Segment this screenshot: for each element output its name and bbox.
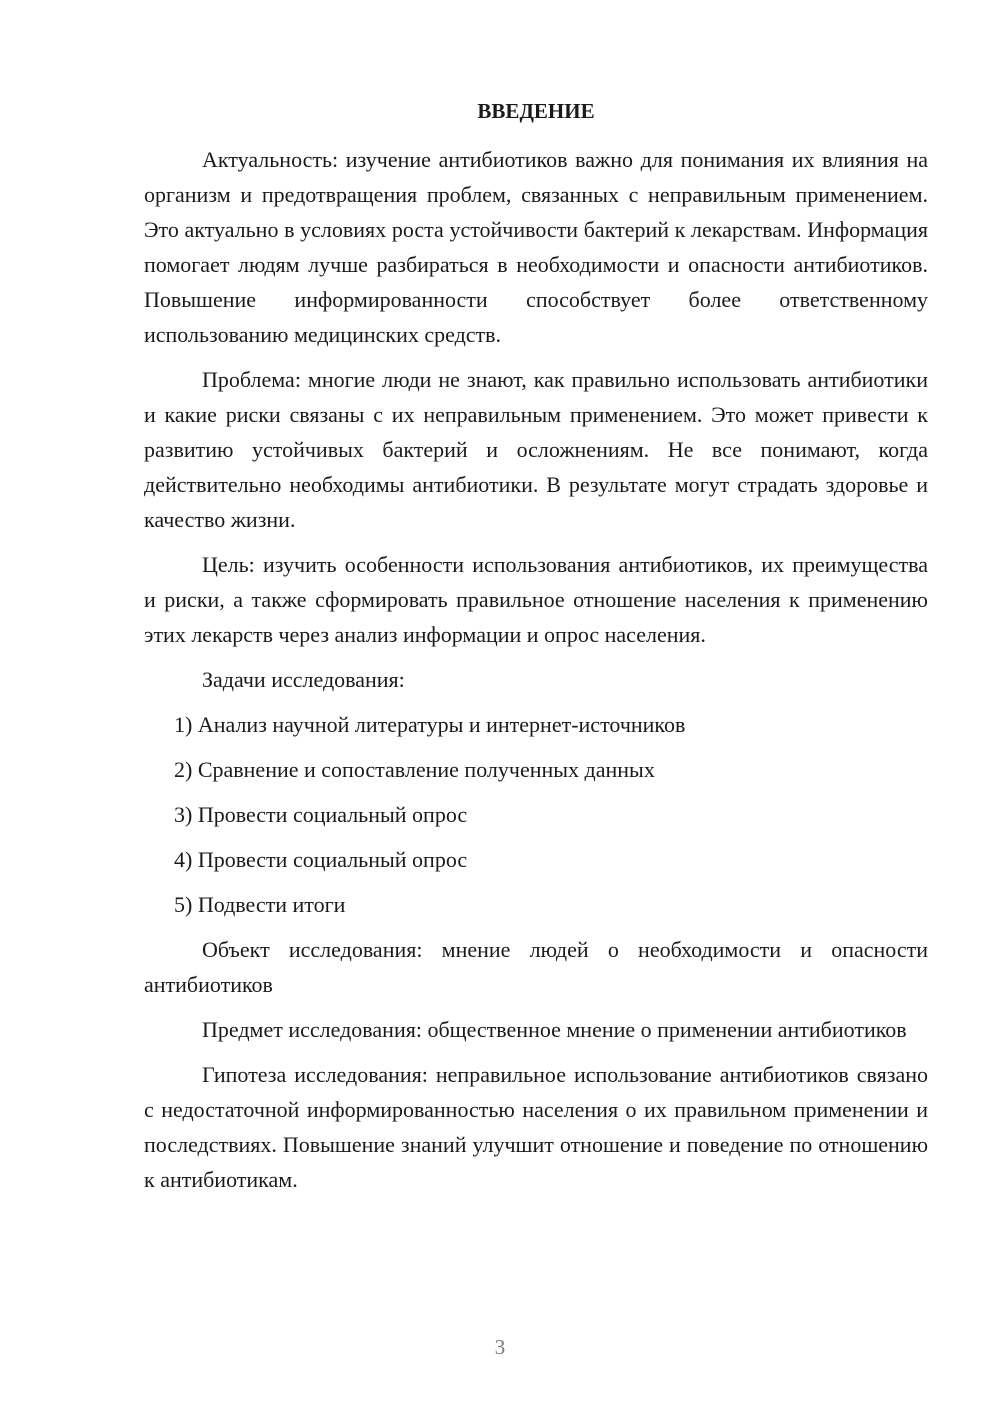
list-item: 4) Провести социальный опрос [174,847,468,872]
list-item: 5) Подвести итоги [174,892,346,917]
list-item: 2) Сравнение и сопоставление полученных данных [174,757,655,782]
object-paragraph: Объект исследования: мнение людей о необходимости и опасности антибиотиков [144,937,928,997]
list-item: 3) Провести социальный опрос [174,802,468,827]
problem-paragraph: Проблема: многие люди не знают, как правильно использовать антибиотики и какие риски связаны с их неправильным применением. Это может привести к развитию устойчивых бактерий и осложнениям. Не все понимают, когда действительно необходимы антибиотики. В результате могут страдать здоровье и качество жизни. [144,367,928,532]
goal-paragraph: Цель: изучить особенности использования антибиотиков, их преимущества и риски, а также сформировать правильное отношение населения к применению этих лекарств через анализ информации и опрос населения. [144,552,928,647]
subject-paragraph: Предмет исследования: общественное мнение о применении антибиотиков [202,1017,907,1042]
page-number: 3 [494,1335,506,1359]
page-title: ВВЕДЕНИЕ [477,99,595,123]
document-page [144,96,928,1207]
relevance-paragraph: Актуальность: изучение антибиотиков важно для понимания их влияния на организм и предотвращения проблем, связанных с неправильным применением. Это актуально в условиях роста устойчивости бактерий к лекарствам. Информация помогает людям лучше разбираться в необходимости и опасности антибиотиков. Повышение информированности способствует более ответственному использованию медицинских средств. [144,147,928,347]
hypothesis-paragraph: Гипотеза исследования: неправильное использование антибиотиков связано с недостаточной информированностью населения о их правильном применении и последствиях. Повышение знаний улучшит отношение и поведение по отношению к антибиотикам. [144,1062,928,1192]
list-item: 1) Анализ научной литературы и интернет-источников [174,712,686,737]
tasks-list [144,707,928,922]
tasks-title: Задачи исследования: [202,667,405,692]
